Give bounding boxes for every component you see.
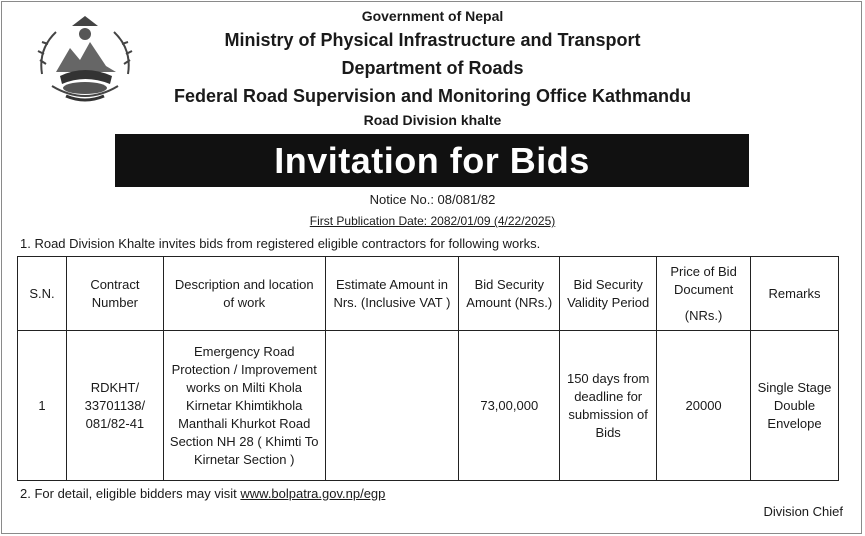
header-description: Description and location of work — [163, 257, 325, 331]
intro-text: 1. Road Division Khalte invites bids from registered eligible contractors for following works. — [20, 236, 541, 251]
header-price — [657, 257, 751, 331]
cell-sn: 1 — [18, 331, 67, 481]
cell-remarks: Single Stage Double Envelope — [751, 331, 839, 481]
cell-price: 20000 — [657, 331, 751, 481]
header-contract: Contract Number — [66, 257, 163, 331]
header-remarks: Remarks — [751, 257, 839, 331]
notice-number: Notice No.: 08/081/82 — [369, 192, 496, 207]
department-heading: Department of Roads — [341, 58, 524, 78]
cell-estimate — [325, 331, 459, 481]
office-heading: Federal Road Supervision and Monitoring Office Kathmandu — [173, 86, 692, 106]
table-row — [18, 331, 839, 481]
government-heading: Government of Nepal — [361, 8, 504, 24]
header-validity: Bid Security Validity Period — [560, 257, 657, 331]
cell-contract: RDKHT/ 33701138/ 081/82-41 — [66, 331, 163, 481]
signature: Division Chief — [763, 504, 843, 519]
header-price-label: Price of Bid Document — [670, 263, 737, 297]
division-heading: Road Division khalte — [363, 112, 502, 128]
header-estimate: Estimate Amount in Nrs. (Inclusive VAT ) — [325, 257, 459, 331]
ministry-heading: Ministry of Physical Infrastructure and Transport — [224, 30, 641, 50]
bolpatra-link[interactable]: www.bolpatra.gov.np/egp — [240, 486, 386, 501]
header-sn: S.N. — [18, 257, 67, 331]
publication-date: First Publication Date: 2082/01/09 (4/22/2025) — [309, 214, 556, 228]
cell-security: 73,00,000 — [459, 331, 560, 481]
header-price-unit: (NRs.) — [684, 307, 723, 323]
footer-note — [20, 486, 385, 501]
invitation-banner: Invitation for Bids — [115, 134, 749, 187]
bid-table — [17, 256, 839, 481]
table-header-row — [18, 257, 839, 331]
cell-description: Emergency Road Protection / Improvement works on Milti Khola Kirnetar Khimtikhola Manthali Khurkot Road Section NH 28 ( Khimti To Kirnetar Section ) — [163, 331, 325, 481]
header-security: Bid Security Amount (NRs.) — [459, 257, 560, 331]
cell-validity: 150 days from deadline for submission of Bids — [560, 331, 657, 481]
footer-text: 2. For detail, eligible bidders may visit — [20, 486, 241, 501]
